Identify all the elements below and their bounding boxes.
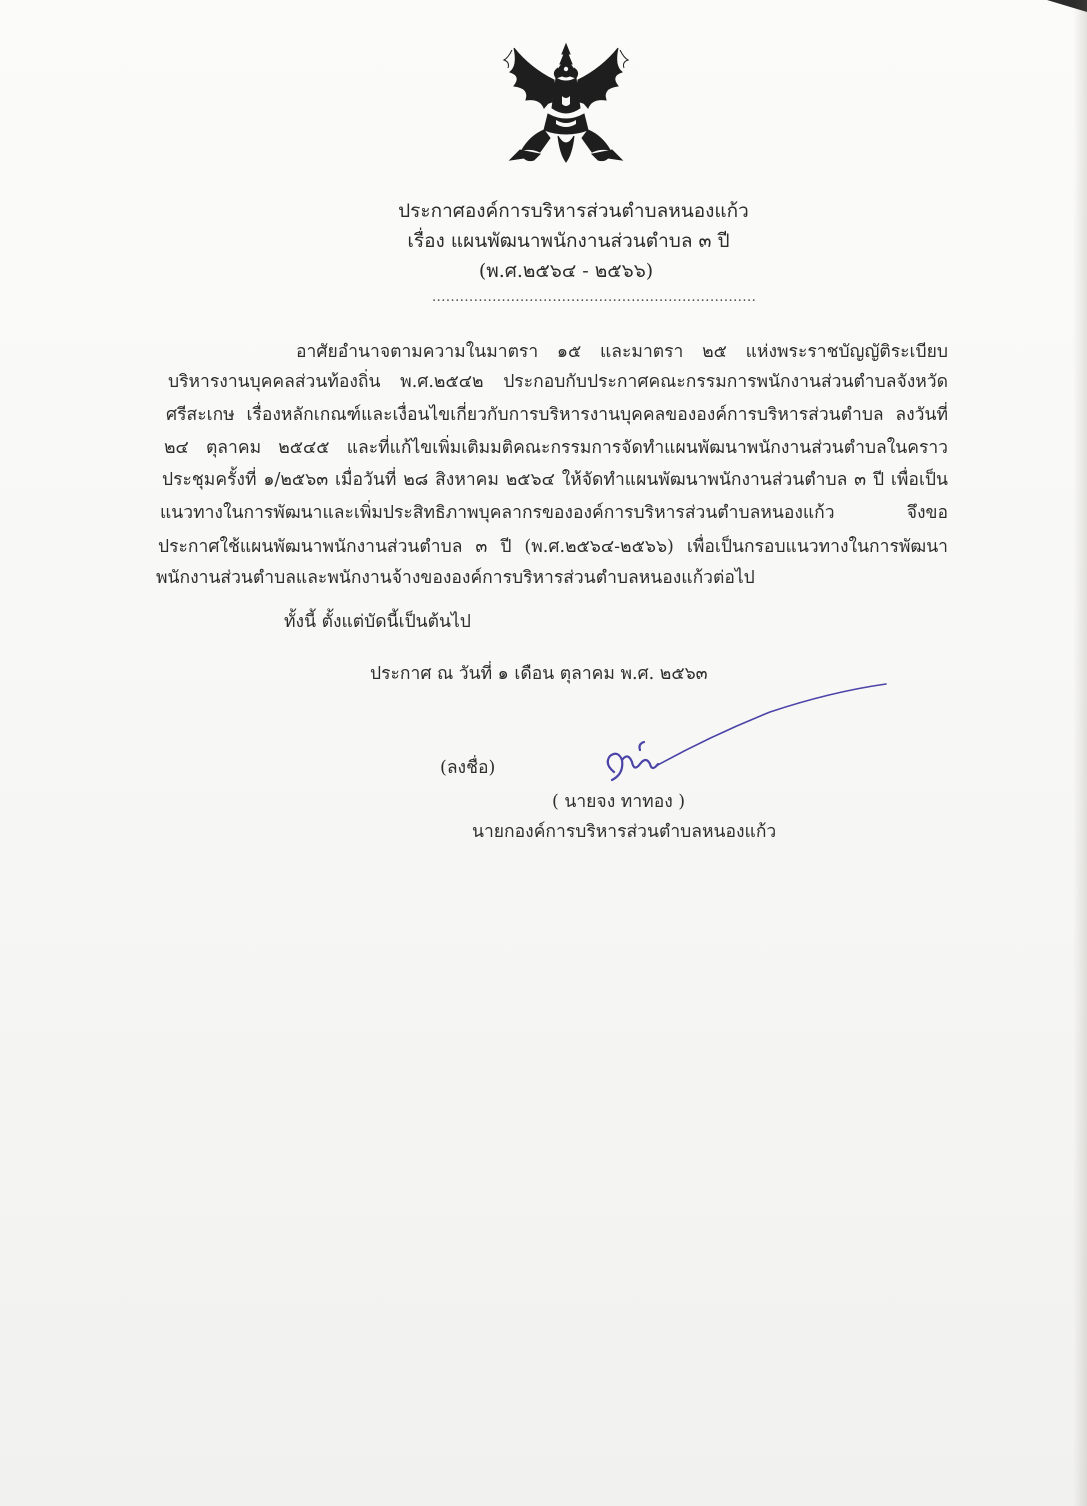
garuda-emblem-icon	[500, 38, 632, 170]
body-line-6: แนวทางในการพัฒนาและเพิ่มประสิทธิภาพบุคลากรขององค์การบริหารส่วนตำบลหนองแก้ว จึงขอ	[160, 503, 948, 523]
body-line-4: ๒๔ ตุลาคม ๒๕๔๕ และที่แก้ไขเพิ่มเติมมติคณะกรรมการจัดทำแผนพัฒนาพนักงานส่วนตำบลในคราว	[164, 438, 948, 458]
body-line-8: พนักงานส่วนตำบลและพนักงานจ้างขององค์การบริหารส่วนตำบลหนองแก้วต่อไป	[156, 568, 755, 588]
page-corner-shadow	[1047, 0, 1087, 12]
announcement-date: ประกาศ ณ วันที่ ๑ เดือน ตุลาคม พ.ศ. ๒๕๖๓	[370, 664, 708, 684]
signer-name: ( นายจง ทาทอง )	[552, 792, 686, 812]
handwritten-signature	[600, 676, 900, 796]
signer-position: นายกองค์การบริหารส่วนตำบลหนองแก้ว	[472, 822, 777, 842]
announcement-subject: เรื่อง แผนพัฒนาพนักงานส่วนตำบล ๓ ปี	[407, 230, 730, 252]
announcement-title: ประกาศองค์การบริหารส่วนตำบลหนองแก้ว	[398, 200, 749, 222]
body-line-7: ประกาศใช้แผนพัฒนาพนักงานส่วนตำบล ๓ ปี (พ.ศ.๒๕๖๔-๒๕๖๖) เพื่อเป็นกรอบแนวทางในการพัฒนา	[158, 537, 948, 557]
effective-clause: ทั้งนี้ ตั้งแต่บัดนี้เป็นต้นไป	[284, 612, 471, 632]
body-line-3: ศรีสะเกษ เรื่องหลักเกณฑ์และเงื่อนไขเกี่ยวกับการบริหารงานบุคคลขององค์การบริหารส่วนตำบล ลงวันที่	[166, 405, 948, 425]
header-separator: ......................................................................	[432, 290, 757, 305]
signed-label: (ลงชื่อ)	[440, 758, 496, 778]
body-line-5: ประชุมครั้งที่ ๑/๒๕๖๓ เมื่อวันที่ ๒๘ สิงหาคม ๒๕๖๔ ให้จัดทำแผนพัฒนาพนักงานส่วนตำบล ๓ ปี เพื่อเป็น	[162, 470, 948, 490]
body-line-2: บริหารงานบุคคลส่วนท้องถิ่น พ.ศ.๒๕๔๒ ประกอบกับประกาศคณะกรรมการพนักงานส่วนตำบลจังหวัด	[168, 372, 948, 392]
announcement-period: (พ.ศ.๒๕๖๔ - ๒๕๖๖)	[478, 260, 654, 282]
body-line-1: อาศัยอำนาจตามความในมาตรา ๑๕ และมาตรา ๒๕ แห่งพระราชบัญญัติระเบียบ	[296, 342, 948, 362]
